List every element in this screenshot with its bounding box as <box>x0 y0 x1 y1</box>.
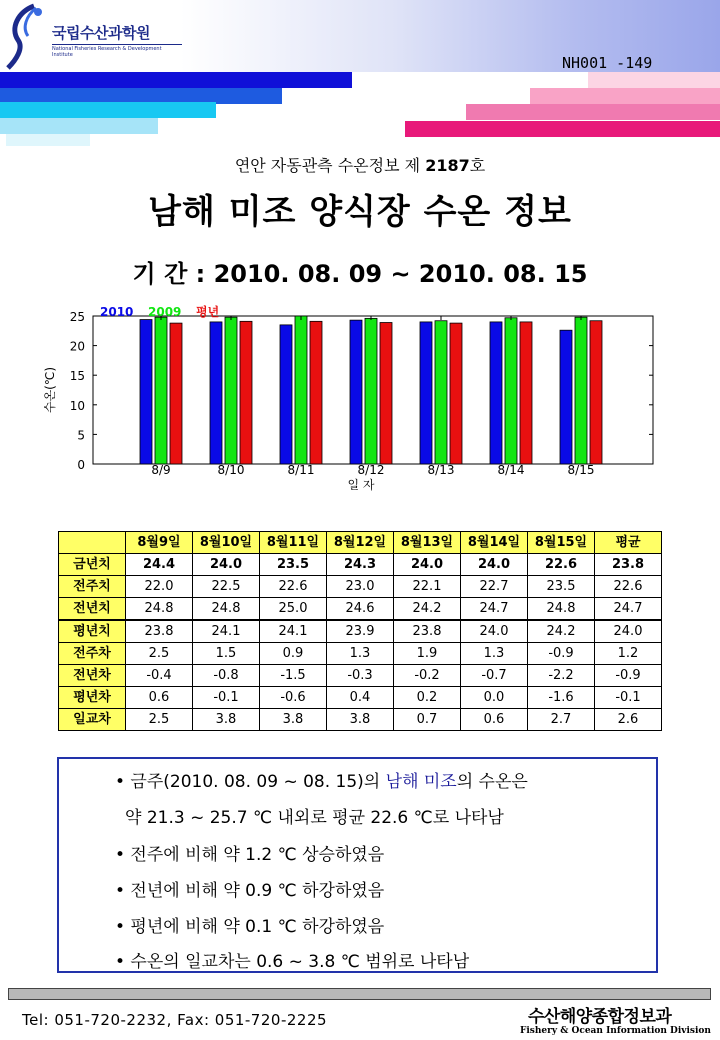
row-header: 평년치 <box>59 620 126 643</box>
table-cell: 3.8 <box>327 709 394 731</box>
table-cell: 2.5 <box>126 709 193 731</box>
division-name: 수산해양종합정보과 <box>528 1007 672 1027</box>
summary-line-6: • 수온의 일교차는 0.6 ~ 3.8 ℃ 범위로 나타남 <box>115 952 470 972</box>
y-tick-label: 5 <box>77 428 85 443</box>
table-cell: 2.7 <box>528 709 595 731</box>
row-header: 전주치 <box>59 576 126 598</box>
y-tick-label: 0 <box>77 458 85 472</box>
table-cell: -0.3 <box>327 665 394 687</box>
table-cell: 0.7 <box>394 709 461 731</box>
x-tick-label: 8/10 <box>217 463 245 477</box>
page-title: 남해 미조 양식장 수온 정보 <box>148 192 572 232</box>
x-tick-label: 8/12 <box>357 463 385 477</box>
column-header: 평균 <box>595 532 662 554</box>
bar-2010 <box>420 322 432 464</box>
y-tick-label: 20 <box>69 339 85 354</box>
institute-logo-icon <box>4 2 48 70</box>
table-cell: -0.7 <box>461 665 528 687</box>
table-row <box>59 709 662 731</box>
table-cell: 24.2 <box>528 620 595 643</box>
y-tick-label: 15 <box>69 369 85 384</box>
table-cell: 22.6 <box>528 554 595 576</box>
column-header: 8월12일 <box>327 532 394 554</box>
bar-2010 <box>210 322 222 464</box>
table-cell: 1.2 <box>595 643 662 665</box>
table-cell: -0.2 <box>394 665 461 687</box>
table-cell: -0.8 <box>193 665 260 687</box>
table-cell: 24.1 <box>193 620 260 643</box>
row-header: 전주차 <box>59 643 126 665</box>
bar-평년 <box>310 321 322 464</box>
summary-line-1: • 금주(2010. 08. 09 ~ 08. 15)의 남해 미조의 수온은 <box>115 772 528 792</box>
row-header: 전년차 <box>59 665 126 687</box>
document-code: NH001 -149 <box>562 54 653 72</box>
table-cell: 24.8 <box>126 598 193 621</box>
table-cell: 24.7 <box>461 598 528 621</box>
table-cell: 2.6 <box>595 709 662 731</box>
report-period: 기 간 : 2010. 08. 09 ~ 2010. 08. 15 <box>132 260 588 288</box>
column-header: 8월9일 <box>126 532 193 554</box>
table-cell: 23.0 <box>327 576 394 598</box>
row-header: 금년치 <box>59 554 126 576</box>
table-cell: 1.3 <box>327 643 394 665</box>
bar-2009 <box>225 317 237 464</box>
table-cell: 24.0 <box>461 554 528 576</box>
legend-entry: 2009 <box>148 305 182 319</box>
stripe-light-cyan <box>0 118 158 134</box>
bar-2010 <box>140 320 152 464</box>
table-row <box>59 665 662 687</box>
stripe-pale-cyan <box>6 134 90 146</box>
x-tick-label: 8/9 <box>151 463 171 477</box>
table-cell: 24.8 <box>528 598 595 621</box>
bar-2009 <box>155 317 167 464</box>
table-cell: 1.9 <box>394 643 461 665</box>
table-row <box>59 643 662 665</box>
org-name: 국립수산과학원 <box>52 24 150 42</box>
temperature-table <box>58 531 662 731</box>
table-cell: 24.0 <box>595 620 662 643</box>
table-cell: 0.9 <box>260 643 327 665</box>
bar-2010 <box>350 320 362 464</box>
table-cell: 24.3 <box>327 554 394 576</box>
table-cell: -0.9 <box>595 665 662 687</box>
table-cell: 24.4 <box>126 554 193 576</box>
stripe-navy <box>0 72 352 88</box>
table-cell: -0.1 <box>193 687 260 709</box>
table-cell: 22.1 <box>394 576 461 598</box>
table-cell: 3.8 <box>260 709 327 731</box>
column-header: 8월15일 <box>528 532 595 554</box>
table-cell: 0.2 <box>394 687 461 709</box>
temperature-bar-chart <box>40 300 670 500</box>
table-row <box>59 598 662 621</box>
table-cell: 23.8 <box>595 554 662 576</box>
table-cell: 25.0 <box>260 598 327 621</box>
table-cell: 23.8 <box>126 620 193 643</box>
table-cell: 1.5 <box>193 643 260 665</box>
bar-2009 <box>505 318 517 464</box>
stripe-cyan <box>0 102 216 118</box>
table-row <box>59 687 662 709</box>
row-header: 평년차 <box>59 687 126 709</box>
table-cell: 23.5 <box>528 576 595 598</box>
table-corner <box>59 532 126 554</box>
x-tick-label: 8/15 <box>567 463 595 477</box>
bar-2010 <box>560 330 572 464</box>
table-cell: 24.7 <box>595 598 662 621</box>
table-cell: -0.1 <box>595 687 662 709</box>
column-header: 8월13일 <box>394 532 461 554</box>
table-cell: 23.5 <box>260 554 327 576</box>
bar-평년 <box>240 321 252 464</box>
contact-info: Tel: 051-720-2232, Fax: 051-720-2225 <box>22 1011 328 1029</box>
bar-평년 <box>450 323 462 464</box>
summary-line-2: 약 21.3 ~ 25.7 ℃ 내외로 평균 22.6 ℃로 나타남 <box>125 808 504 828</box>
table-cell: -0.9 <box>528 643 595 665</box>
table-cell: 1.3 <box>461 643 528 665</box>
x-tick-label: 8/13 <box>427 463 455 477</box>
table-cell: 24.8 <box>193 598 260 621</box>
table-row <box>59 554 662 576</box>
stripe-pale-pink <box>588 72 720 88</box>
stripe-light-pink <box>530 88 720 104</box>
bar-2010 <box>280 325 292 464</box>
column-header: 8월11일 <box>260 532 327 554</box>
legend-entry: 2010 <box>100 305 134 319</box>
table-cell: -1.5 <box>260 665 327 687</box>
table-cell: 24.0 <box>193 554 260 576</box>
table-row <box>59 576 662 598</box>
summary-line-4: • 전년에 비해 약 0.9 ℃ 하강하였음 <box>115 881 385 901</box>
x-axis-label: 일 자 <box>347 478 375 492</box>
legend-entry: 평년 <box>196 305 220 319</box>
column-header: 8월14일 <box>461 532 528 554</box>
table-cell: 0.0 <box>461 687 528 709</box>
table-cell: 24.2 <box>394 598 461 621</box>
summary-line-3: • 전주에 비해 약 1.2 ℃ 상승하였음 <box>115 845 385 865</box>
table-cell: 2.5 <box>126 643 193 665</box>
table-cell: 23.8 <box>394 620 461 643</box>
column-header: 8월10일 <box>193 532 260 554</box>
x-tick-label: 8/11 <box>287 463 315 477</box>
table-cell: 22.6 <box>260 576 327 598</box>
bar-2009 <box>435 321 447 464</box>
stripe-magenta <box>405 121 720 137</box>
summary-box <box>57 757 658 973</box>
summary-line-5: • 평년에 비해 약 0.1 ℃ 하강하였음 <box>115 917 385 937</box>
bar-2010 <box>490 322 502 464</box>
table-cell: 24.6 <box>327 598 394 621</box>
table-cell: 0.4 <box>327 687 394 709</box>
table-cell: 22.5 <box>193 576 260 598</box>
bar-평년 <box>170 323 182 464</box>
report-subtitle: 연안 자동관측 수온정보 제 2187호 <box>234 156 486 175</box>
footer-divider <box>8 988 711 1000</box>
bar-평년 <box>520 322 532 464</box>
bar-평년 <box>380 323 392 464</box>
table-cell: 0.6 <box>126 687 193 709</box>
table-cell: -1.6 <box>528 687 595 709</box>
table-cell: 24.0 <box>394 554 461 576</box>
row-header: 전년치 <box>59 598 126 621</box>
table-cell: -0.4 <box>126 665 193 687</box>
table-cell: 3.8 <box>193 709 260 731</box>
bar-평년 <box>590 321 602 464</box>
table-cell: 24.1 <box>260 620 327 643</box>
table-cell: 22.0 <box>126 576 193 598</box>
stripe-pink <box>466 104 720 120</box>
bar-2009 <box>575 317 587 464</box>
table-cell: 23.9 <box>327 620 394 643</box>
bar-2009 <box>365 318 377 464</box>
table-row <box>59 620 662 643</box>
table-cell: -0.6 <box>260 687 327 709</box>
division-name-en: Fishery & Ocean Information Division <box>520 1026 711 1036</box>
table-cell: 22.6 <box>595 576 662 598</box>
bar-2009 <box>295 316 307 464</box>
table-header-row <box>59 532 662 554</box>
row-header: 일교차 <box>59 709 126 731</box>
x-tick-label: 8/14 <box>497 463 525 477</box>
y-tick-label: 25 <box>69 310 85 324</box>
y-tick-label: 10 <box>69 398 85 413</box>
table-cell: -2.2 <box>528 665 595 687</box>
y-axis-label: 수온(℃) <box>43 366 57 414</box>
table-cell: 24.0 <box>461 620 528 643</box>
table-body <box>59 554 662 731</box>
org-subtitle: National Fisheries Research & Development Institute <box>52 44 182 58</box>
table-cell: 22.7 <box>461 576 528 598</box>
table-cell: 0.6 <box>461 709 528 731</box>
